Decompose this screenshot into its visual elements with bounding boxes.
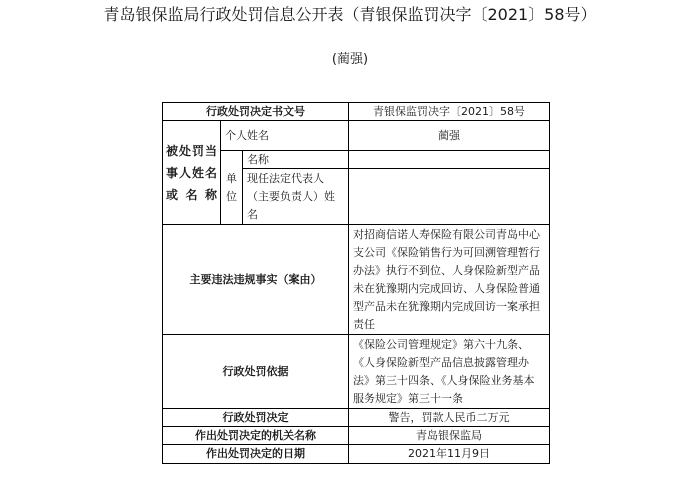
authority-value: 青岛银保监局: [349, 427, 550, 445]
individual-value: 蔺强: [349, 121, 550, 151]
penalty-info-table: [162, 102, 550, 464]
basis-value: 《保险公司管理规定》第六十九条、《人身保险新型产品信息披露管理办法》第三十四条、《人身保险业务基本服务规定》第三十一条: [349, 335, 550, 409]
party-label-text: 被处罚当事人姓名或名称: [166, 143, 217, 202]
legal-rep-label: 现任法定代表人（主要负责人）姓名: [243, 169, 349, 225]
authority-label: 作出处罚决定的机关名称: [163, 427, 349, 445]
basis-label: 行政处罚依据: [163, 335, 349, 409]
basis-row: [163, 335, 550, 409]
unit-name-row: [163, 151, 550, 169]
doc-number-value: 青银保监罚决字〔2021〕58号: [349, 103, 550, 121]
unit-label: 单位: [221, 151, 243, 225]
individual-label: 个人姓名: [221, 121, 349, 151]
authority-row: [163, 427, 550, 445]
date-value: 2021年11月9日: [349, 445, 550, 464]
date-label: 作出处罚决定的日期: [163, 445, 349, 464]
party-label: [163, 121, 221, 225]
violation-row: [163, 225, 550, 335]
legal-rep-value: [349, 169, 550, 225]
doc-number-label: 行政处罚决定书文号: [163, 103, 349, 121]
page-subtitle: (蔺强): [331, 52, 369, 67]
date-row: [163, 445, 550, 464]
unit-name-value: [349, 151, 550, 169]
doc-number-row: [163, 103, 550, 121]
unit-name-label: 名称: [243, 151, 349, 169]
individual-row: [163, 121, 550, 151]
decision-value: 警告，罚款人民币二万元: [349, 409, 550, 427]
violation-label: 主要违法违规事实（案由）: [163, 225, 349, 335]
violation-value: 对招商信诺人寿保险有限公司青岛中心支公司《保险销售行为可回溯管理暂行办法》执行不到位、人身保险新型产品未在犹豫期内完成回访、人身保险普通型产品未在犹豫期内完成回访一案承担责任: [349, 225, 550, 335]
decision-label: 行政处罚决定: [163, 409, 349, 427]
page-title: 青岛银保监局行政处罚信息公开表（青银保监罚决字〔2021〕58号）: [103, 5, 597, 24]
decision-row: [163, 409, 550, 427]
